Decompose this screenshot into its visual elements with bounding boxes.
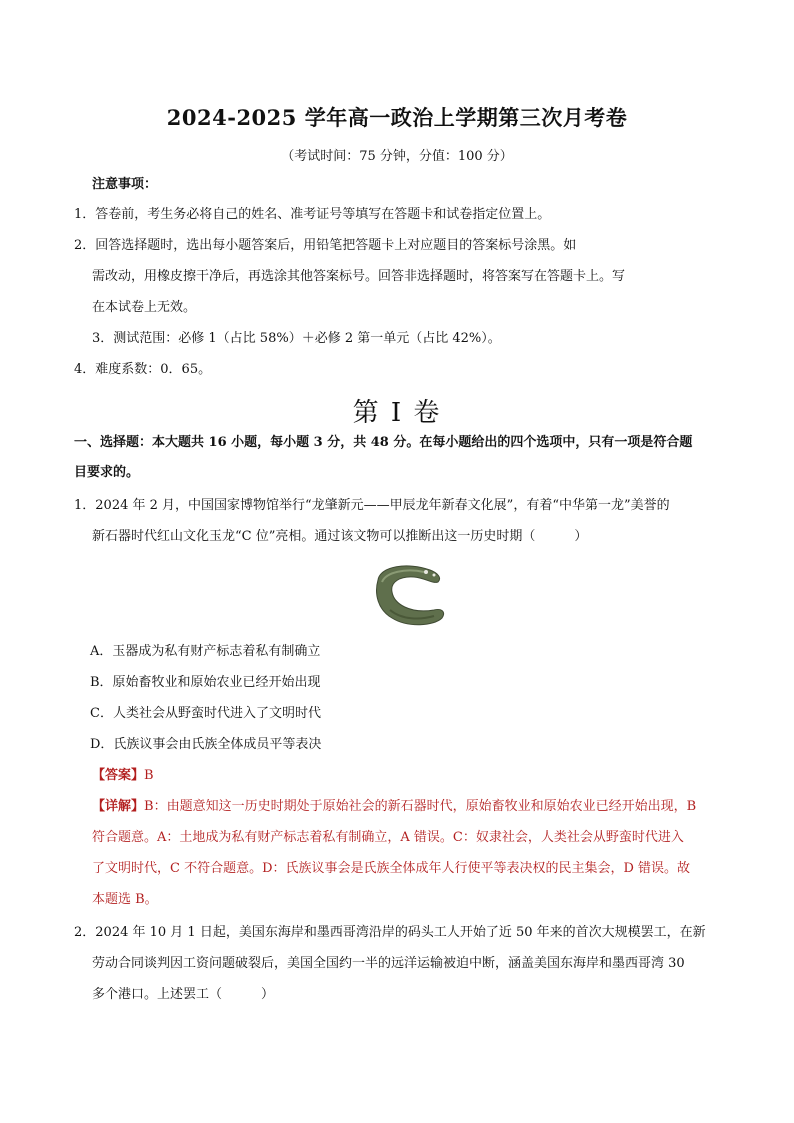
explanation-line-3: 了文明时代，C 不符合题意。D：氏族议事会是氏族全体成年人行使平等表决权的民主集会，D 错误。故 [92,861,691,876]
answer-value: B [144,768,154,783]
jade-dragon-icon [368,558,450,630]
option-b: B．原始畜牧业和原始农业已经开始出现 [90,675,321,690]
explanation-line-1 [92,798,696,816]
explanation-line-2: 符合题意。A：土地成为私有财产标志着私有制确立，A 错误。C：奴隶社会，人类社会从野蛮时代进入 [92,830,684,845]
answer-label: 【答案】 [92,768,145,783]
notice-item-1: 1．答卷前，考生务必将自己的姓名、准考证号等填写在答题卡和试卷指定位置上。 [74,207,551,222]
section-heading-cont: 目要求的。 [74,465,140,480]
notice-heading: 注意事项： [92,177,158,192]
option-d: D．氏族议事会由氏族全体成员平等表决 [90,737,322,752]
notice-item-2: 2．回答选择题时，选出每小题答案后，用铅笔把答题卡上对应题目的答案标号涂黑。如 [74,238,577,253]
answer-line [92,767,154,785]
question-1-stem-cont: 新石器时代红山文化玉龙“C 位”亮相。通过该文物可以推断出这一历史时期（ ） [92,529,588,544]
notice-item-4: 4．难度系数：0．65。 [74,362,212,377]
option-c: C．人类社会从野蛮时代进入了文明时代 [90,706,321,721]
volume-title: 第 I 卷 [352,398,442,428]
notice-item-3: 3．测试范围：必修 1（占比 58%）＋必修 2 第一单元（占比 42%）。 [92,331,501,346]
question-1-stem: 1．2024 年 2 月，中国国家博物馆举行“龙肇新元——甲辰龙年新春文化展”，有着“中华第一龙”美誉的 [74,498,670,513]
question-2-stem-end: 多个港口。上述罢工（ ） [92,987,275,1002]
explanation-text-1: B：由题意知这一历史时期处于原始社会的新石器时代，原始畜牧业和原始农业已经开始出现，B [144,799,697,814]
explanation-label: 【详解】 [92,799,145,814]
notice-item-2-cont: 需改动，用橡皮擦干净后，再选涂其他答案标号。回答非选择题时，将答案写在答题卡上。写 [92,269,626,284]
exam-info: （考试时间：75 分钟，分值：100 分） [281,149,513,164]
explanation-line-4: 本题选 B。 [92,892,158,907]
jade-dragon-image [368,558,450,630]
page-title: 2024-2025 学年高一政治上学期第三次月考卷 [166,105,628,130]
option-a: A．玉器成为私有财产标志着私有制确立 [90,644,321,659]
section-heading: 一、选择题：本大题共 16 小题，每小题 3 分，共 48 分。在每小题给出的四个选项中，只有一项是符合题 [74,435,693,450]
notice-item-2-end: 在本试卷上无效。 [92,300,197,315]
question-2-stem-cont: 劳动合同谈判因工资问题破裂后，美国全国约一半的远洋运输被迫中断，涵盖美国东海岸和墨西哥湾 30 [92,956,685,971]
question-2-stem: 2．2024 年 10 月 1 日起，美国东海岸和墨西哥湾沿岸的码头工人开始了近 50 年来的首次大规模罢工，在新 [74,925,706,940]
